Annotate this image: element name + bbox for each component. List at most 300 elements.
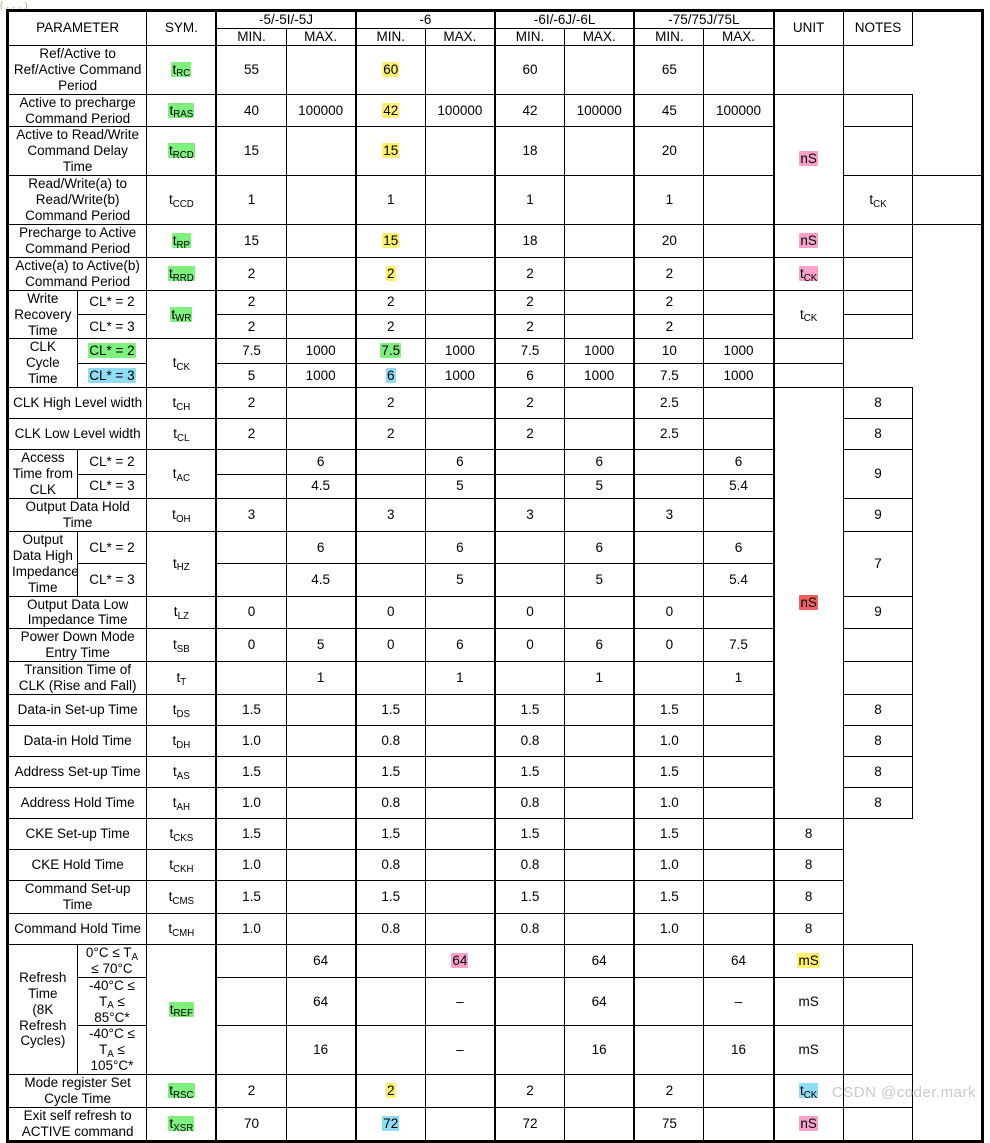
- column-header-min-1: MIN.: [356, 28, 426, 45]
- value-cell-min-grade0: 15: [216, 127, 286, 176]
- parameter-label: Output Data Low Impedance Time: [8, 596, 147, 629]
- value-cell-max-grade1: 1000: [425, 363, 495, 387]
- value-cell-max-grade2: 5: [565, 474, 635, 498]
- value-cell-max-grade1: [425, 881, 495, 914]
- value-cell-max-grade3: 1000: [704, 339, 774, 363]
- value-cell-min-grade0: 2: [216, 1075, 286, 1108]
- value-cell-max-grade3: 16: [704, 1026, 774, 1075]
- value-cell-max-grade2: [565, 315, 635, 339]
- value-cell-max-grade0: [286, 224, 356, 257]
- value-cell-min-grade3: 3: [634, 498, 704, 531]
- symbol-cell: $t_{CL}$: [147, 419, 217, 450]
- condition-label: $0^\circ C \le T_A \le 70^\circ C$: [77, 944, 147, 977]
- parameter-label: Address Hold Time: [8, 788, 147, 819]
- unit-cell: nS: [774, 1108, 844, 1142]
- value-cell-min-grade3: [634, 474, 704, 498]
- value-cell-max-grade3: [704, 881, 774, 914]
- column-header-min-2: MIN.: [495, 28, 565, 45]
- value-cell-min-grade1: [356, 944, 426, 977]
- value-cell-max-grade0: [286, 819, 356, 850]
- note-cell: 8: [774, 881, 844, 914]
- value-cell-min-grade0: 1.0: [216, 850, 286, 881]
- note-cell: [843, 315, 913, 339]
- value-cell-max-grade3: [704, 788, 774, 819]
- value-cell-max-grade1: 1: [425, 662, 495, 695]
- value-cell-min-grade3: 1.5: [634, 757, 704, 788]
- unit-cell: nS: [774, 224, 844, 257]
- parameter-label: Output Data Hold Time: [8, 498, 147, 531]
- parameter-label: Ref/Active to Ref/Active Command Period: [8, 45, 147, 94]
- value-cell-min-grade1: 1.5: [356, 819, 426, 850]
- parameter-label: CLK Low Level width: [8, 419, 147, 450]
- value-cell-min-grade1: 1: [356, 176, 426, 225]
- value-cell-min-grade0: [216, 450, 286, 474]
- value-cell-max-grade1: –: [425, 977, 495, 1026]
- value-cell-min-grade3: 75: [634, 1108, 704, 1142]
- value-cell-min-grade0: 1.5: [216, 695, 286, 726]
- column-header-max-0: MAX.: [286, 28, 356, 45]
- condition-label: CL* = 2: [77, 531, 147, 563]
- value-cell-min-grade3: 1.0: [634, 726, 704, 757]
- table-row: [8, 224, 983, 257]
- note-cell: [843, 257, 913, 290]
- parameter-label: Mode register Set Cycle Time: [8, 1075, 147, 1108]
- note-cell: 8: [843, 726, 913, 757]
- parameter-label: Active to precharge Command Period: [8, 94, 147, 127]
- value-cell-max-grade1: [425, 419, 495, 450]
- symbol-cell: $t_T$: [147, 662, 217, 695]
- value-cell-max-grade2: [565, 881, 635, 914]
- note-cell: [843, 944, 913, 977]
- note-cell: [843, 94, 913, 127]
- value-cell-min-grade1: 1.5: [356, 757, 426, 788]
- value-cell-max-grade2: [565, 1108, 635, 1142]
- value-cell-max-grade3: 6: [704, 450, 774, 474]
- table-body: [8, 45, 983, 1141]
- value-cell-max-grade0: 64: [286, 944, 356, 977]
- value-cell-max-grade0: [286, 388, 356, 419]
- value-cell-max-grade0: 100000: [286, 94, 356, 127]
- symbol-cell: $t_{XSR}$: [147, 1108, 217, 1142]
- value-cell-min-grade1: [356, 977, 426, 1026]
- table-row: [8, 1075, 983, 1108]
- value-cell-min-grade0: 70: [216, 1108, 286, 1142]
- value-cell-min-grade3: [634, 564, 704, 596]
- value-cell-max-grade1: [425, 1075, 495, 1108]
- value-cell-min-grade3: 2: [634, 290, 704, 314]
- table-row: [8, 819, 983, 850]
- parameter-label: CKE Set-up Time: [8, 819, 147, 850]
- value-cell-min-grade2: 1.5: [495, 819, 565, 850]
- column-header-notes: NOTES: [843, 11, 913, 46]
- value-cell-min-grade1: 72: [356, 1108, 426, 1142]
- value-cell-min-grade2: 18: [495, 224, 565, 257]
- value-cell-max-grade3: [704, 257, 774, 290]
- parameter-label: Output Data High Impedance Time: [8, 531, 78, 596]
- value-cell-min-grade1: 2: [356, 1075, 426, 1108]
- value-cell-min-grade3: 1.0: [634, 850, 704, 881]
- value-cell-max-grade1: 64: [425, 944, 495, 977]
- value-cell-max-grade1: 5: [425, 564, 495, 596]
- parameter-label: CLK High Level width: [8, 388, 147, 419]
- parameter-label: CLK Cycle Time: [8, 339, 78, 388]
- value-cell-min-grade3: [634, 531, 704, 563]
- value-cell-min-grade3: 10: [634, 339, 704, 363]
- value-cell-max-grade1: [425, 224, 495, 257]
- symbol-cell: $t_{CMH}$: [147, 913, 217, 944]
- value-cell-max-grade2: 6: [565, 531, 635, 563]
- value-cell-min-grade0: 1.0: [216, 788, 286, 819]
- symbol-cell: $t_{WR}$: [147, 290, 217, 339]
- note-cell: 8: [843, 788, 913, 819]
- value-cell-max-grade0: 1: [286, 662, 356, 695]
- value-cell-min-grade1: 2: [356, 315, 426, 339]
- parameter-label: CKE Hold Time: [8, 850, 147, 881]
- value-cell-max-grade3: [704, 176, 774, 225]
- symbol-cell: $t_{LZ}$: [147, 596, 217, 629]
- value-cell-max-grade1: 1000: [425, 339, 495, 363]
- value-cell-min-grade1: 1.5: [356, 881, 426, 914]
- table-row: [8, 257, 983, 290]
- value-cell-min-grade1: 2: [356, 257, 426, 290]
- value-cell-min-grade2: [495, 474, 565, 498]
- condition-label: $-40^\circ C \le T_A \le 105^\circ C*$: [77, 1026, 147, 1075]
- parameter-label: Power Down Mode Entry Time: [8, 629, 147, 662]
- value-cell-max-grade2: 1000: [565, 363, 635, 387]
- value-cell-min-grade3: [634, 662, 704, 695]
- value-cell-max-grade2: 1000: [565, 339, 635, 363]
- value-cell-max-grade1: 6: [425, 450, 495, 474]
- value-cell-min-grade2: 60: [495, 45, 565, 94]
- value-cell-max-grade1: 6: [425, 629, 495, 662]
- value-cell-max-grade2: [565, 127, 635, 176]
- parameter-label: Active(a) to Active(b) Command Period: [8, 257, 147, 290]
- value-cell-max-grade3: [704, 45, 774, 94]
- parameter-label: Precharge to Active Command Period: [8, 224, 147, 257]
- condition-label: CL* = 3: [77, 363, 147, 387]
- value-cell-max-grade2: 6: [565, 629, 635, 662]
- value-cell-max-grade1: 5: [425, 474, 495, 498]
- value-cell-min-grade3: [634, 450, 704, 474]
- value-cell-min-grade3: [634, 944, 704, 977]
- value-cell-min-grade0: [216, 474, 286, 498]
- value-cell-max-grade0: [286, 726, 356, 757]
- symbol-cell: $t_{RP}$: [147, 224, 217, 257]
- value-cell-max-grade3: 100000: [704, 94, 774, 127]
- value-cell-min-grade0: 2: [216, 315, 286, 339]
- value-cell-max-grade2: [565, 1075, 635, 1108]
- parameter-label: Transition Time of CLK (Rise and Fall): [8, 662, 147, 695]
- unit-cell: nS: [774, 388, 844, 819]
- value-cell-min-grade0: 1.5: [216, 881, 286, 914]
- value-cell-max-grade0: [286, 257, 356, 290]
- value-cell-max-grade2: [565, 388, 635, 419]
- value-cell-max-grade0: 1000: [286, 363, 356, 387]
- value-cell-max-grade2: [565, 757, 635, 788]
- column-header-parameter: PARAMETER: [8, 11, 147, 46]
- value-cell-min-grade2: 42: [495, 94, 565, 127]
- value-cell-min-grade1: 7.5: [356, 339, 426, 363]
- value-cell-max-grade3: [704, 757, 774, 788]
- value-cell-max-grade0: [286, 1108, 356, 1142]
- value-cell-max-grade3: 1000: [704, 363, 774, 387]
- value-cell-max-grade2: [565, 695, 635, 726]
- value-cell-min-grade0: [216, 662, 286, 695]
- value-cell-min-grade0: 15: [216, 224, 286, 257]
- column-header-grade-1: -6: [356, 11, 495, 29]
- value-cell-min-grade1: 3: [356, 498, 426, 531]
- value-cell-max-grade3: [704, 127, 774, 176]
- column-header-unit: UNIT: [774, 11, 844, 46]
- value-cell-max-grade0: [286, 757, 356, 788]
- table-row: [8, 388, 983, 419]
- value-cell-max-grade1: [425, 290, 495, 314]
- note-cell: 7: [843, 531, 913, 596]
- value-cell-min-grade0: 1.0: [216, 913, 286, 944]
- symbol-cell: $t_{AS}$: [147, 757, 217, 788]
- note-cell: [774, 363, 844, 387]
- note-cell: [843, 290, 913, 314]
- column-header-min-0: MIN.: [216, 28, 286, 45]
- value-cell-max-grade2: [565, 596, 635, 629]
- table-header: [8, 11, 983, 46]
- column-header-max-3: MAX.: [704, 28, 774, 45]
- value-cell-max-grade0: [286, 45, 356, 94]
- unit-cell: $t_{CK}$: [774, 290, 844, 339]
- value-cell-min-grade3: 0: [634, 596, 704, 629]
- value-cell-max-grade3: [704, 913, 774, 944]
- symbol-cell: $t_{CMS}$: [147, 881, 217, 914]
- value-cell-max-grade2: [565, 176, 635, 225]
- value-cell-min-grade0: 7.5: [216, 339, 286, 363]
- value-cell-max-grade1: [425, 45, 495, 94]
- value-cell-min-grade2: 1.5: [495, 695, 565, 726]
- value-cell-max-grade3: 5.4: [704, 474, 774, 498]
- value-cell-min-grade0: [216, 564, 286, 596]
- ac-timing-table: [6, 9, 984, 1143]
- value-cell-min-grade0: 5: [216, 363, 286, 387]
- value-cell-max-grade0: [286, 881, 356, 914]
- symbol-cell: $t_{CH}$: [147, 388, 217, 419]
- value-cell-min-grade2: 1: [495, 176, 565, 225]
- value-cell-min-grade1: 2: [356, 388, 426, 419]
- value-cell-max-grade0: 6: [286, 531, 356, 563]
- value-cell-min-grade0: 40: [216, 94, 286, 127]
- table-row: [8, 850, 983, 881]
- column-header-max-1: MAX.: [425, 28, 495, 45]
- value-cell-min-grade1: 0: [356, 596, 426, 629]
- condition-label: CL* = 2: [77, 339, 147, 363]
- value-cell-max-grade1: 100000: [425, 94, 495, 127]
- value-cell-max-grade0: [286, 1075, 356, 1108]
- value-cell-min-grade0: 0: [216, 596, 286, 629]
- table-row: [8, 290, 983, 314]
- value-cell-max-grade1: [425, 315, 495, 339]
- value-cell-min-grade3: 1.5: [634, 819, 704, 850]
- value-cell-min-grade2: 1.5: [495, 757, 565, 788]
- value-cell-max-grade2: [565, 819, 635, 850]
- value-cell-max-grade1: [425, 257, 495, 290]
- value-cell-min-grade3: 20: [634, 224, 704, 257]
- value-cell-max-grade3: [704, 290, 774, 314]
- symbol-cell: $t_{DS}$: [147, 695, 217, 726]
- value-cell-max-grade3: [704, 315, 774, 339]
- value-cell-min-grade1: 6: [356, 363, 426, 387]
- value-cell-max-grade0: [286, 596, 356, 629]
- table-row: [8, 339, 983, 363]
- value-cell-min-grade2: [495, 662, 565, 695]
- value-cell-max-grade1: [425, 127, 495, 176]
- value-cell-min-grade2: 0.8: [495, 850, 565, 881]
- value-cell-max-grade1: [425, 913, 495, 944]
- value-cell-min-grade1: 1.5: [356, 695, 426, 726]
- value-cell-min-grade2: [495, 564, 565, 596]
- value-cell-max-grade2: [565, 290, 635, 314]
- value-cell-min-grade2: 18: [495, 127, 565, 176]
- value-cell-min-grade2: 2: [495, 1075, 565, 1108]
- note-cell: 9: [843, 450, 913, 499]
- parameter-label: Data-in Hold Time: [8, 726, 147, 757]
- value-cell-min-grade3: 1.5: [634, 881, 704, 914]
- note-cell: [843, 629, 913, 662]
- value-cell-min-grade1: [356, 1026, 426, 1075]
- value-cell-max-grade0: 6: [286, 450, 356, 474]
- note-cell: 8: [774, 819, 844, 850]
- value-cell-max-grade2: 5: [565, 564, 635, 596]
- note-cell: [843, 224, 913, 257]
- column-header-symbol: SYM.: [147, 11, 217, 46]
- value-cell-min-grade1: 60: [356, 45, 426, 94]
- parameter-label: Refresh Time (8K Refresh Cycles): [8, 944, 78, 1074]
- value-cell-max-grade3: –: [704, 977, 774, 1026]
- column-header-grade-0: -5/-5I/-5J: [216, 11, 355, 29]
- value-cell-max-grade0: 5: [286, 629, 356, 662]
- value-cell-min-grade3: 1: [634, 176, 704, 225]
- value-cell-min-grade3: 2: [634, 1075, 704, 1108]
- value-cell-max-grade0: 4.5: [286, 564, 356, 596]
- value-cell-min-grade2: 2: [495, 388, 565, 419]
- parameter-label: Read/Write(a) to Read/Write(b) Command Period: [8, 176, 147, 225]
- value-cell-min-grade2: 72: [495, 1108, 565, 1142]
- parameter-label: Address Set-up Time: [8, 757, 147, 788]
- value-cell-min-grade2: 0.8: [495, 726, 565, 757]
- value-cell-min-grade1: [356, 474, 426, 498]
- value-cell-min-grade1: 0: [356, 629, 426, 662]
- value-cell-max-grade3: 7.5: [704, 629, 774, 662]
- value-cell-min-grade2: [495, 944, 565, 977]
- value-cell-min-grade2: [495, 977, 565, 1026]
- value-cell-max-grade3: [704, 596, 774, 629]
- value-cell-min-grade2: 0: [495, 629, 565, 662]
- value-cell-min-grade1: 0.8: [356, 726, 426, 757]
- value-cell-max-grade0: 1000: [286, 339, 356, 363]
- value-cell-min-grade0: 1.5: [216, 819, 286, 850]
- parameter-label: Exit self refresh to ACTIVE command: [8, 1108, 147, 1142]
- value-cell-max-grade3: [704, 388, 774, 419]
- note-cell: [843, 1108, 913, 1142]
- value-cell-min-grade3: 20: [634, 127, 704, 176]
- value-cell-max-grade1: [425, 498, 495, 531]
- symbol-cell: $t_{AH}$: [147, 788, 217, 819]
- unit-cell: mS: [774, 1026, 844, 1075]
- value-cell-min-grade1: 15: [356, 224, 426, 257]
- value-cell-max-grade2: 64: [565, 977, 635, 1026]
- value-cell-min-grade0: 2: [216, 388, 286, 419]
- condition-label: CL* = 3: [77, 474, 147, 498]
- value-cell-min-grade1: 0.8: [356, 788, 426, 819]
- table-row: [8, 944, 983, 977]
- note-cell: [774, 45, 844, 94]
- value-cell-max-grade3: [704, 695, 774, 726]
- column-header-grade-2: -6I/-6J/-6L: [495, 11, 634, 29]
- value-cell-min-grade3: 1.0: [634, 913, 704, 944]
- value-cell-max-grade2: [565, 788, 635, 819]
- value-cell-max-grade0: [286, 290, 356, 314]
- parameter-label: Command Hold Time: [8, 913, 147, 944]
- value-cell-min-grade2: [495, 450, 565, 474]
- value-cell-max-grade2: [565, 850, 635, 881]
- value-cell-min-grade2: 2: [495, 290, 565, 314]
- symbol-cell: $t_{OH}$: [147, 498, 217, 531]
- value-cell-min-grade2: 7.5: [495, 339, 565, 363]
- value-cell-max-grade0: [286, 498, 356, 531]
- cut-off-header-text: ( , , , ): [0, 0, 28, 9]
- table-row: [8, 913, 983, 944]
- symbol-cell: $t_{RCD}$: [147, 127, 217, 176]
- value-cell-min-grade3: [634, 977, 704, 1026]
- value-cell-max-grade1: [425, 1108, 495, 1142]
- value-cell-max-grade0: [286, 315, 356, 339]
- value-cell-max-grade3: 1: [704, 662, 774, 695]
- symbol-cell: $t_{SB}$: [147, 629, 217, 662]
- value-cell-min-grade1: 2: [356, 290, 426, 314]
- value-cell-max-grade3: [704, 850, 774, 881]
- value-cell-min-grade0: 2: [216, 290, 286, 314]
- symbol-cell: $t_{AC}$: [147, 450, 217, 499]
- value-cell-min-grade3: 2: [634, 315, 704, 339]
- value-cell-max-grade3: [704, 726, 774, 757]
- value-cell-min-grade1: [356, 450, 426, 474]
- value-cell-max-grade2: 6: [565, 450, 635, 474]
- note-cell: 9: [843, 498, 913, 531]
- value-cell-min-grade2: 0: [495, 596, 565, 629]
- value-cell-max-grade3: [704, 1108, 774, 1142]
- value-cell-min-grade0: 1: [216, 176, 286, 225]
- value-cell-min-grade2: 2: [495, 257, 565, 290]
- value-cell-max-grade2: [565, 419, 635, 450]
- value-cell-max-grade2: [565, 257, 635, 290]
- value-cell-max-grade0: [286, 788, 356, 819]
- symbol-cell: $t_{CKS}$: [147, 819, 217, 850]
- value-cell-min-grade0: [216, 1026, 286, 1075]
- value-cell-min-grade2: 1.5: [495, 881, 565, 914]
- value-cell-max-grade3: 64: [704, 944, 774, 977]
- value-cell-min-grade1: [356, 531, 426, 563]
- column-header-min-3: MIN.: [634, 28, 704, 45]
- value-cell-min-grade1: 2: [356, 419, 426, 450]
- symbol-cell: $t_{REF}$: [147, 944, 217, 1074]
- table-row: [8, 881, 983, 914]
- value-cell-max-grade1: [425, 695, 495, 726]
- value-cell-max-grade0: 64: [286, 977, 356, 1026]
- value-cell-min-grade1: 42: [356, 94, 426, 127]
- value-cell-min-grade3: 45: [634, 94, 704, 127]
- value-cell-max-grade3: [704, 819, 774, 850]
- symbol-cell: $t_{RSC}$: [147, 1075, 217, 1108]
- value-cell-max-grade2: [565, 913, 635, 944]
- value-cell-max-grade1: 6: [425, 531, 495, 563]
- value-cell-max-grade2: 1: [565, 662, 635, 695]
